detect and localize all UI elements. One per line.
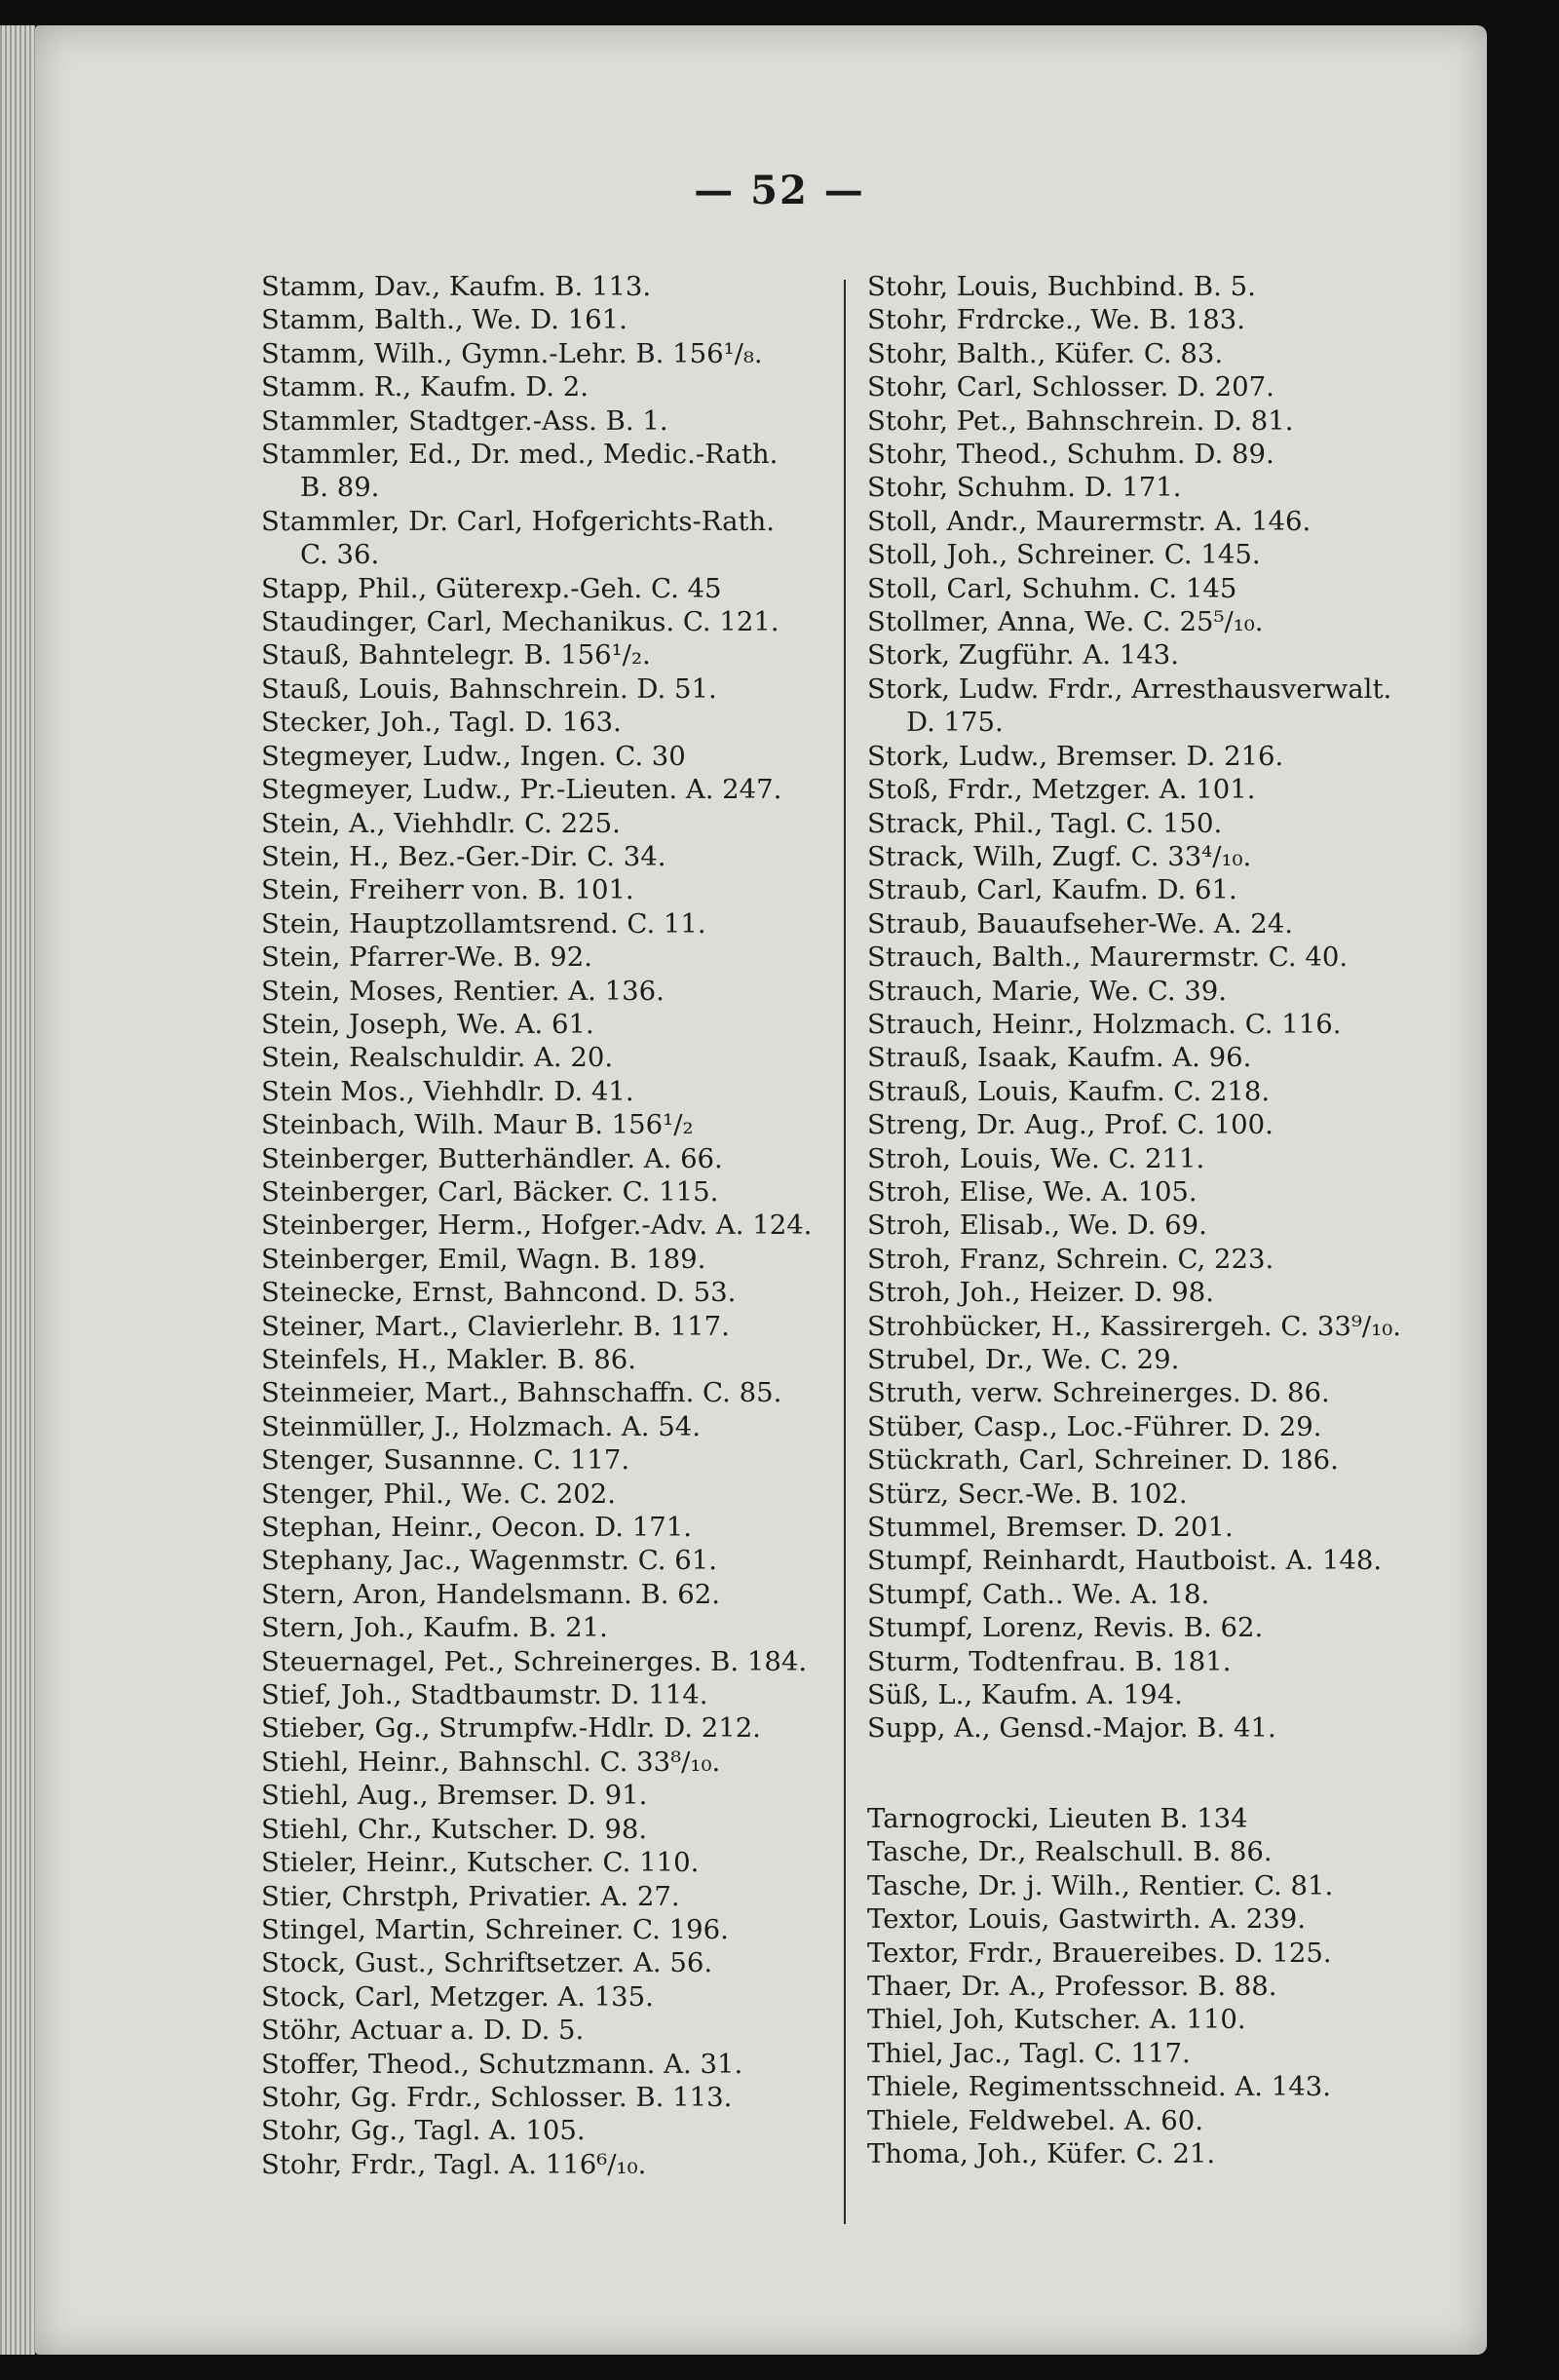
list-item: C. 36. <box>300 539 380 571</box>
list-item: Staudinger, Carl, Mechanikus. C. 121. <box>261 606 780 638</box>
list-item: Steinmeier, Mart., Bahnschaffn. C. 85. <box>261 1377 782 1409</box>
list-item: Streng, Dr. Aug., Prof. C. 100. <box>867 1109 1274 1141</box>
list-item: Steinberger, Butterhändler. A. 66. <box>261 1142 723 1174</box>
list-item: Stohr, Gg. Frdr., Schlosser. B. 113. <box>261 2081 733 2113</box>
list-item: Strauß, Louis, Kaufm. C. 218. <box>867 1075 1271 1107</box>
list-item: Stückrath, Carl, Schreiner. D. 186. <box>867 1444 1339 1477</box>
list-item: Thiel, Jac., Tagl. C. 117. <box>867 2037 1191 2069</box>
list-item: Stoß, Frdr., Metzger. A. 101. <box>867 774 1256 806</box>
list-item: Stauß, Bahntelegr. B. 156¹/₂. <box>261 639 651 672</box>
list-item: Stein Mos., Viehhdlr. D. 41. <box>261 1075 634 1107</box>
list-item: Stephany, Jac., Wagenmstr. C. 61. <box>261 1545 717 1577</box>
list-item: Thiele, Feldwebel. A. 60. <box>867 2104 1203 2136</box>
list-item: Stohr, Balth., Küfer. C. 83. <box>867 337 1224 369</box>
list-item: Stumpf, Reinhardt, Hautboist. A. 148. <box>867 1545 1383 1577</box>
list-item: Stern, Joh., Kaufm. B. 21. <box>261 1612 608 1644</box>
list-item: Stork, Ludw., Bremser. D. 216. <box>867 740 1284 772</box>
list-item: Straub, Bauaufseher-We. A. 24. <box>867 907 1293 940</box>
list-item: Struth, verw. Schreinerges. D. 86. <box>867 1377 1330 1409</box>
list-item: Steinmüller, J., Holzmach. A. 54. <box>261 1410 702 1442</box>
list-item: Stiehl, Chr., Kutscher. D. 98. <box>261 1813 648 1845</box>
list-item: Stock, Carl, Metzger. A. 135. <box>261 1980 654 2013</box>
list-item: Stummel, Bremser. D. 201. <box>867 1512 1234 1544</box>
list-item: Steuernagel, Pet., Schreinerges. B. 184. <box>261 1645 808 1677</box>
list-item: Stingel, Martin, Schreiner. C. 196. <box>261 1913 729 1945</box>
list-item: Stohr, Carl, Schlosser. D. 207. <box>867 371 1274 403</box>
list-item: Stork, Zugführ. A. 143. <box>867 639 1179 672</box>
page-edge <box>0 25 35 2355</box>
list-item: Stürz, Secr.-We. B. 102. <box>867 1478 1188 1510</box>
list-item: Straub, Carl, Kaufm. D. 61. <box>867 874 1237 906</box>
list-item: Stein, H., Bez.-Ger.-Dir. C. 34. <box>261 840 666 872</box>
list-item: Stroh, Franz, Schrein. C, 223. <box>867 1243 1274 1275</box>
list-item: Stein, Joseph, We. A. 61. <box>261 1008 594 1040</box>
list-item: Stein, Moses, Rentier. A. 136. <box>261 975 665 1007</box>
list-item: Steinberger, Emil, Wagn. B. 189. <box>261 1243 706 1275</box>
list-item: Stumpf, Lorenz, Revis. B. 62. <box>867 1612 1264 1644</box>
list-item: Stamm, Balth., We. D. 161. <box>261 304 627 336</box>
list-item: Stohr, Frdrcke., We. B. 183. <box>867 304 1246 336</box>
list-item: Stein, Freiherr von. B. 101. <box>261 874 634 906</box>
list-item: Stamm. R., Kaufm. D. 2. <box>261 371 589 403</box>
list-item: Supp, A., Gensd.-Major. B. 41. <box>867 1712 1276 1745</box>
list-item: Stohr, Pet., Bahnschrein. D. 81. <box>867 404 1294 437</box>
list-item: Stein, Pfarrer-We. B. 92. <box>261 941 592 974</box>
list-item: Stein, Hauptzollamtsrend. C. 11. <box>261 907 706 940</box>
list-item: Stiehl, Aug., Bremser. D. 91. <box>261 1780 648 1812</box>
list-item: Stamm, Wilh., Gymn.-Lehr. B. 156¹/₈. <box>261 337 763 369</box>
list-item: Stephan, Heinr., Oecon. D. 171. <box>261 1512 692 1544</box>
list-item: Stegmeyer, Ludw., Ingen. C. 30 <box>261 740 686 772</box>
list-item: Stenger, Phil., We. C. 202. <box>261 1478 616 1510</box>
list-item: Tarnogrocki, Lieuten B. 134 <box>867 1802 1248 1834</box>
list-item: Steinberger, Herm., Hofger.-Adv. A. 124. <box>261 1209 813 1242</box>
list-item: Stieber, Gg., Strumpfw.-Hdlr. D. 212. <box>261 1712 761 1745</box>
list-item: Stein, A., Viehhdlr. C. 225. <box>261 807 621 839</box>
page-number: — 52 — <box>694 168 865 213</box>
list-item: Stegmeyer, Ludw., Pr.-Lieuten. A. 247. <box>261 774 782 806</box>
list-item: Thaer, Dr. A., Professor. B. 88. <box>867 1970 1277 2002</box>
list-item: Stammler, Stadtger.-Ass. B. 1. <box>261 404 668 437</box>
list-item: Sturm, Todtenfrau. B. 181. <box>867 1645 1232 1677</box>
right-column <box>867 270 1471 2170</box>
list-item: Stier, Chrstph, Privatier. A. 27. <box>261 1880 680 1912</box>
list-item: Stohr, Theod., Schuhm. D. 89. <box>867 439 1274 471</box>
list-item: Stammler, Ed., Dr. med., Medic.-Rath. <box>261 439 779 471</box>
list-item: Strauch, Marie, We. C. 39. <box>867 975 1228 1007</box>
list-item: Stauß, Louis, Bahnschrein. D. 51. <box>261 672 717 705</box>
list-item: Stroh, Elisab., We. D. 69. <box>867 1209 1207 1242</box>
list-item: Thoma, Joh., Küfer. C. 21. <box>867 2137 1216 2169</box>
list-item: Strohbücker, H., Kassirergeh. C. 33⁹/₁₀. <box>867 1310 1401 1342</box>
list-item: Stohr, Schuhm. D. 171. <box>867 472 1182 504</box>
list-item: Strubel, Dr., We. C. 29. <box>867 1344 1180 1375</box>
list-item: Stroh, Louis, We. C. 211. <box>867 1142 1205 1174</box>
list-item: Stern, Aron, Handelsmann. B. 62. <box>261 1578 720 1610</box>
list-item: Thiele, Regimentsschneid. A. 143. <box>867 2071 1331 2103</box>
list-item: Stoll, Joh., Schreiner. C. 145. <box>867 539 1261 571</box>
list-item: Stiehl, Heinr., Bahnschl. C. 33⁸/₁₀. <box>261 1746 721 1778</box>
list-item: Tasche, Dr. j. Wilh., Rentier. C. 81. <box>867 1869 1334 1901</box>
list-item: Strack, Phil., Tagl. C. 150. <box>867 807 1223 839</box>
list-item: Stammler, Dr. Carl, Hofgerichts-Rath. <box>261 505 775 537</box>
list-item: Thiel, Joh, Kutscher. A. 110. <box>867 2004 1246 2036</box>
list-item: Strauch, Heinr., Holzmach. C. 116. <box>867 1008 1342 1040</box>
list-item: Stecker, Joh., Tagl. D. 163. <box>261 707 622 739</box>
list-item: Textor, Frdr., Brauereibes. D. 125. <box>867 1937 1332 1969</box>
column-divider <box>844 280 846 2224</box>
list-item: Tasche, Dr., Realschull. B. 86. <box>867 1836 1273 1868</box>
list-item: Stoffer, Theod., Schutzmann. A. 31. <box>261 2048 743 2080</box>
list-item: Stroh, Joh., Heizer. D. 98. <box>867 1277 1215 1309</box>
list-item: Steiner, Mart., Clavierlehr. B. 117. <box>261 1310 730 1342</box>
list-item: Stüber, Casp., Loc.-Führer. D. 29. <box>867 1410 1322 1442</box>
list-item: Stork, Ludw. Frdr., Arresthausverwalt. <box>867 672 1392 705</box>
list-item: Stohr, Frdr., Tagl. A. 116⁶/₁₀. <box>261 2148 647 2180</box>
list-item: D. 175. <box>906 707 1004 739</box>
list-item: Stapp, Phil., Güterexp.-Geh. C. 45 <box>261 572 722 604</box>
list-item: Strauß, Isaak, Kaufm. A. 96. <box>867 1042 1252 1074</box>
list-item: Stohr, Louis, Buchbind. B. 5. <box>867 271 1256 302</box>
list-item: Süß, L., Kaufm. A. 194. <box>867 1679 1183 1711</box>
list-item: Stamm, Dav., Kaufm. B. 113. <box>261 271 652 302</box>
list-item: Steinberger, Carl, Bäcker. C. 115. <box>261 1175 719 1208</box>
list-item: Stock, Gust., Schriftsetzer. A. 56. <box>261 1947 713 1979</box>
list-item: Stohr, Gg., Tagl. A. 105. <box>261 2115 586 2147</box>
list-item: Strauch, Balth., Maurermstr. C. 40. <box>867 941 1349 974</box>
list-item: Stoll, Andr., Maurermstr. A. 146. <box>867 505 1312 537</box>
list-item: Stieler, Heinr., Kutscher. C. 110. <box>261 1847 700 1879</box>
list-item: Stoll, Carl, Schuhm. C. 145 <box>867 572 1237 604</box>
list-item: Stöhr, Actuar a. D. D. 5. <box>261 2015 585 2047</box>
list-item: Steinbach, Wilh. Maur B. 156¹/₂ <box>261 1109 694 1141</box>
list-item: Steinfels, H., Makler. B. 86. <box>261 1344 637 1375</box>
list-item: Textor, Louis, Gastwirth. A. 239. <box>867 1903 1306 1936</box>
list-item: B. 89. <box>300 472 380 504</box>
list-item: Stumpf, Cath.. We. A. 18. <box>867 1578 1210 1610</box>
left-column <box>261 270 826 2181</box>
list-item: Strack, Wilh, Zugf. C. 33⁴/₁₀. <box>867 840 1252 872</box>
list-item: Stollmer, Anna, We. C. 25⁵/₁₀. <box>867 606 1264 638</box>
list-item: Stenger, Susannne. C. 117. <box>261 1444 630 1477</box>
list-item: Stein, Realschuldir. A. 20. <box>261 1042 614 1074</box>
list-item: Steinecke, Ernst, Bahncond. D. 53. <box>261 1277 737 1309</box>
list-item: Stroh, Elise, We. A. 105. <box>867 1175 1198 1208</box>
list-item: Stief, Joh., Stadtbaumstr. D. 114. <box>261 1679 708 1711</box>
